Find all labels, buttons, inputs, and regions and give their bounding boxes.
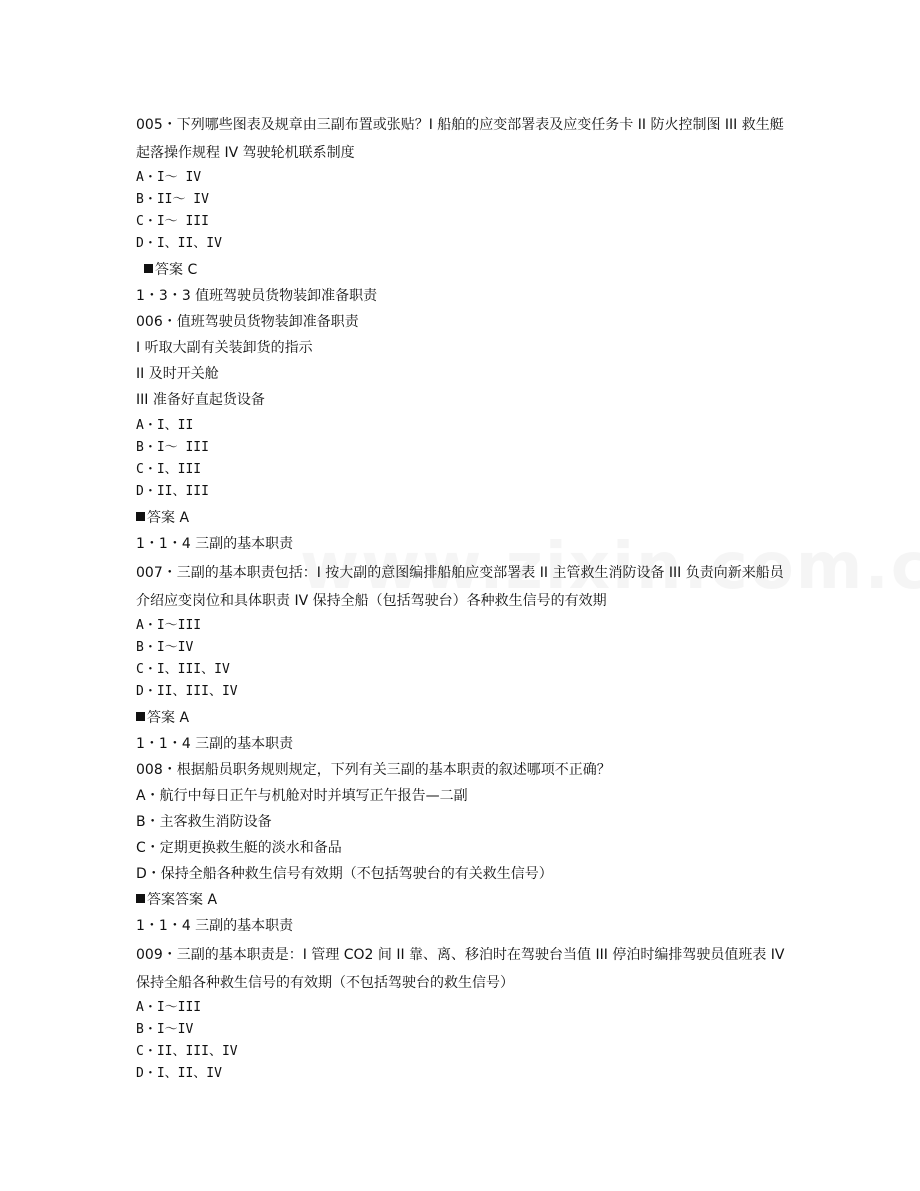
option-c: C・定期更换救生艇的淡水和备品	[136, 840, 342, 856]
option-a: A・I～III	[136, 1000, 202, 1015]
question-008: 008・根据船员职务规则规定，下列有关三副的基本职责的叙述哪项不正确？	[136, 762, 611, 778]
answer-line: 答案答案 A	[136, 889, 786, 911]
option-a: A・I、II	[136, 418, 194, 433]
option-d: D・I、II、IV	[136, 236, 222, 251]
option-b: B・I～IV	[136, 1022, 194, 1037]
section-heading: 1・1・4 三副的基本职责	[136, 536, 294, 552]
option-a: A・I～ IV	[136, 170, 202, 185]
option-a: A・航行中每日正午与机舱对时并填写正午报告—二副	[136, 788, 468, 804]
option-b: B・II～ IV	[136, 192, 209, 207]
answer-line: 答案 A	[136, 507, 786, 529]
question-006: 006・值班驾驶员货物装卸准备职责	[136, 314, 359, 330]
option-d: D・保持全船各种救生信号有效期（不包括驾驶台的有关救生信号）	[136, 866, 553, 882]
section-heading: 1・1・4 三副的基本职责	[136, 736, 294, 752]
square-bullet-icon	[136, 712, 145, 721]
option-c: C・I、III	[136, 462, 202, 477]
question-005: 005・下列哪些图表及规章由三副布置或张贴？I 船舶的应变部署表及应变任务卡 II 防火控制图 III 救生艇起落操作规程 IV 驾驶轮机联系制度	[136, 117, 784, 161]
section-heading: 1・3・3 值班驾驶员货物装卸准备职责	[136, 288, 378, 304]
option-d: D・II、III	[136, 484, 209, 499]
document-content	[136, 111, 786, 1085]
option-b: B・I～ III	[136, 440, 209, 455]
question-009: 009・三副的基本职责是：I 管理 CO2 间 II 靠、离、移泊时在驾驶台当值 III 停泊时编排驾驶员值班表 IV 保持全船各种救生信号的有效期（不包括驾驶台的救生信号）	[136, 947, 785, 991]
option-b: B・I～IV	[136, 640, 194, 655]
option-b: B・主客救生消防设备	[136, 814, 272, 830]
answer-line: 答案 A	[136, 707, 786, 729]
square-bullet-icon	[136, 894, 145, 903]
question-007: 007・三副的基本职责包括：I 按大副的意图编排船舶应变部署表 II 主管救生消防设备 III 负责向新来船员介绍应变岗位和具体职责 IV 保持全船（包括驾驶台）各种救生信号的有效期	[136, 565, 784, 609]
option-d: D・I、II、IV	[136, 1066, 222, 1081]
statement-i: I 听取大副有关装卸货的指示	[136, 340, 313, 356]
statement-iii: III 准备好直起货设备	[136, 392, 265, 408]
section-heading: 1・1・4 三副的基本职责	[136, 918, 294, 934]
option-c: C・I、III、IV	[136, 662, 230, 677]
square-bullet-icon	[136, 512, 145, 521]
option-a: A・I～III	[136, 618, 202, 633]
answer-line: 答案 C	[136, 259, 786, 281]
option-d: D・II、III、IV	[136, 684, 238, 699]
option-c: C・I～ III	[136, 214, 209, 229]
statement-ii: II 及时开关舱	[136, 366, 219, 382]
square-bullet-icon	[144, 264, 153, 273]
option-c: C・II、III、IV	[136, 1044, 238, 1059]
